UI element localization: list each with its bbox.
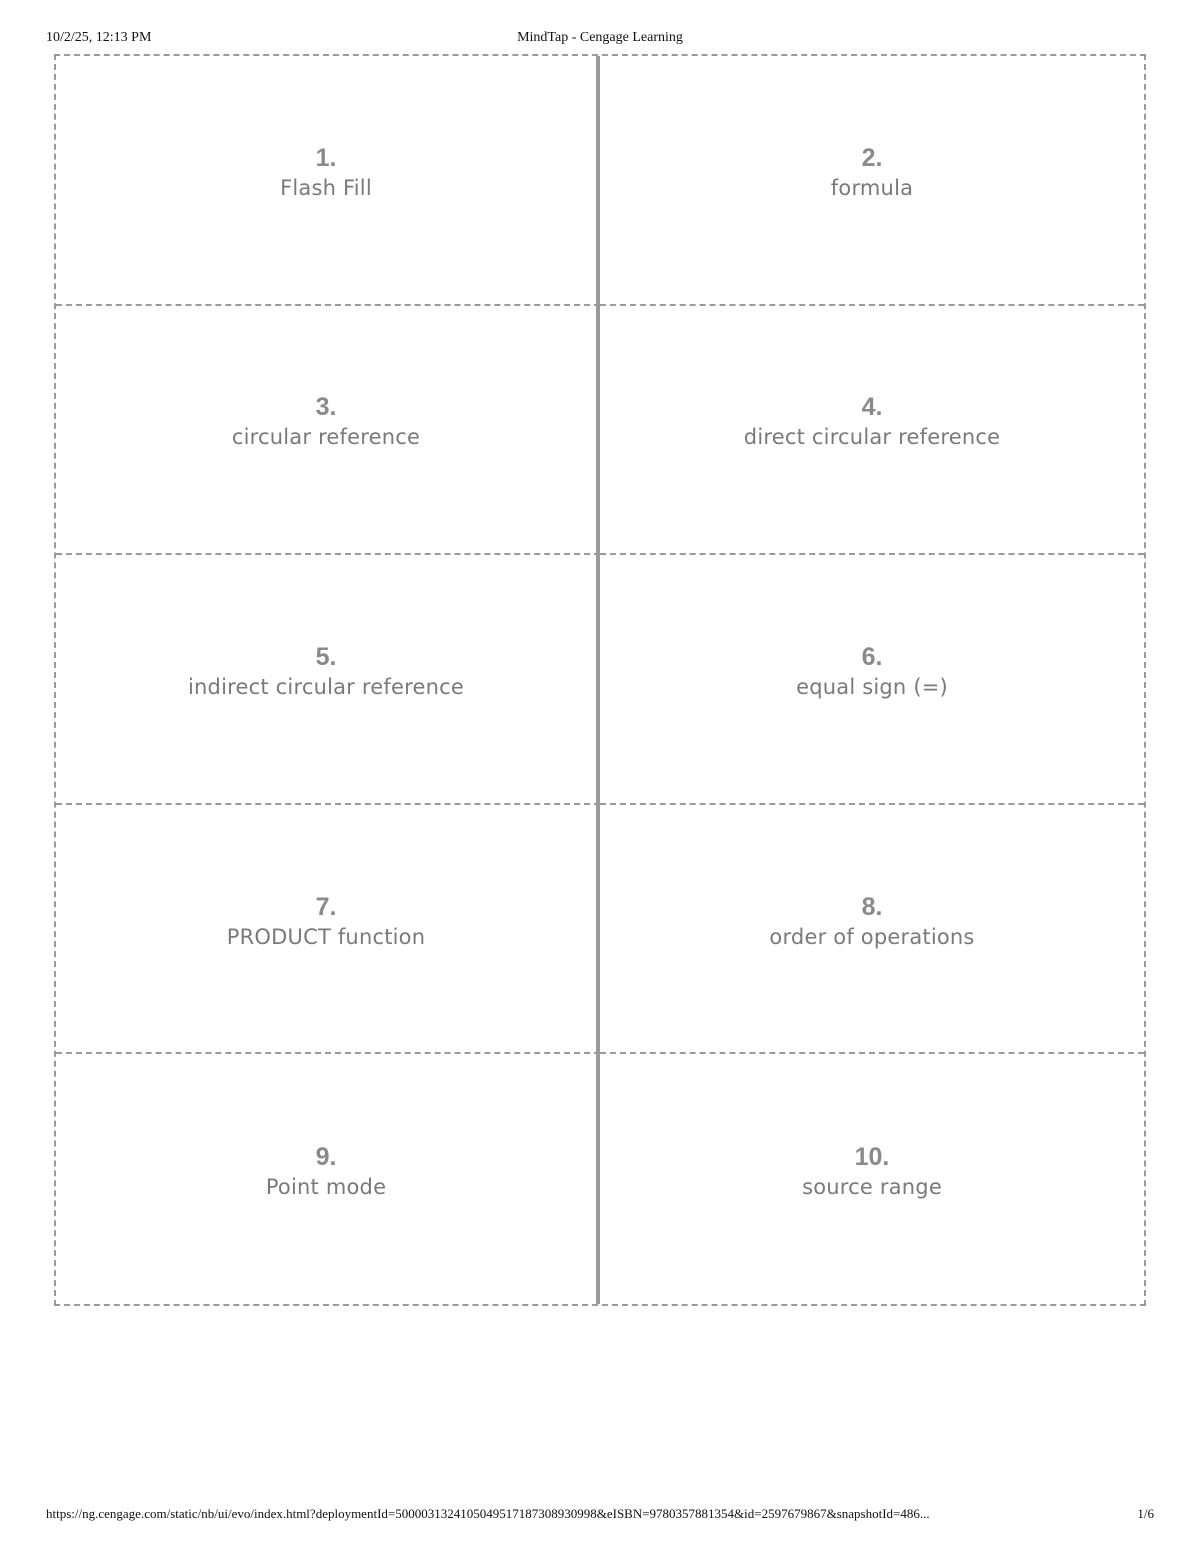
flashcard-grid [54, 54, 1146, 1306]
flashcard [600, 805, 1144, 1055]
flashcard-number: 7. [315, 892, 337, 921]
flashcard-number: 9. [315, 1143, 337, 1172]
flashcard-number: 3. [315, 393, 337, 422]
flashcard-number: 8. [861, 892, 883, 921]
flashcard [56, 555, 600, 805]
flashcard [600, 555, 1144, 805]
flashcard [56, 1054, 600, 1304]
flashcard-term: equal sign (=) [796, 674, 948, 699]
page-url: https://ng.cengage.com/static/nb/ui/evo/index.html?deploymentId=5000031324105049517187308930998&eISBN=9780357881354&id=2597679867&snapshotId=486... [46, 1506, 930, 1521]
flashcard-term: indirect circular reference [188, 674, 464, 699]
print-footer [46, 1506, 1154, 1524]
flashcard [56, 56, 600, 306]
page-indicator: 1/6 [1137, 1506, 1154, 1521]
flashcard-term: Point mode [265, 1175, 387, 1200]
page-title: MindTap - Cengage Learning [517, 30, 683, 45]
flashcard [56, 306, 600, 556]
flashcard-term: Flash Fill [280, 175, 372, 200]
flashcard-number: 4. [861, 393, 883, 422]
flashcard-number: 5. [315, 642, 337, 671]
print-datetime: 10/2/25, 12:13 PM [46, 30, 152, 45]
flashcard-number: 2. [861, 143, 883, 172]
flashcard-term: PRODUCT function [226, 924, 426, 949]
flashcard-term: order of operations [769, 924, 975, 949]
print-header [46, 30, 1154, 48]
flashcard [600, 306, 1144, 556]
flashcard-term: circular reference [231, 425, 421, 450]
flashcard [600, 56, 1144, 306]
flashcard-term: formula [830, 175, 914, 200]
flashcard-number: 1. [315, 143, 337, 172]
flashcard [600, 1054, 1144, 1304]
flashcard-number: 6. [861, 642, 883, 671]
flashcard [56, 805, 600, 1055]
flashcard-number: 10. [854, 1143, 890, 1172]
flashcard-term: direct circular reference [743, 425, 1001, 450]
flashcard-term: source range [802, 1175, 942, 1200]
